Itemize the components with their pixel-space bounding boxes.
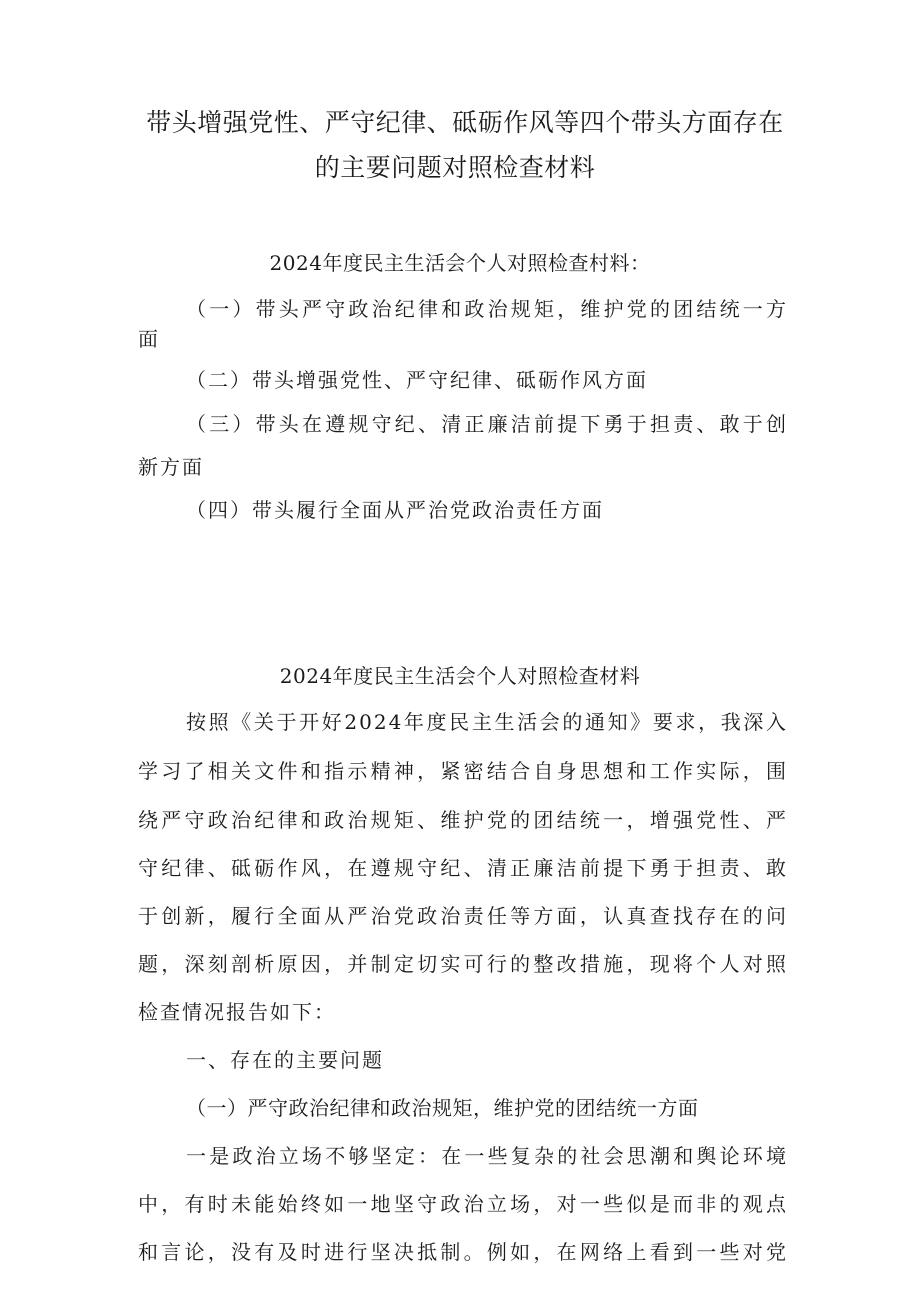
toc-heading: 2024年度民主生活会个人对照检查村料： bbox=[269, 251, 651, 275]
document-title-line-2: 的主要问题对照检查材料 bbox=[314, 153, 596, 182]
toc-item-2: （二）带头增强党性、严守纪律、砥砺作风方面 bbox=[186, 368, 648, 392]
toc-item-1-line-1: （一）带头严守政治纪律和政治规矩，维护党的团结统一方 bbox=[186, 297, 788, 321]
body-line-2: 中，有时未能始终如一地坚守政治立场，对一些似是而非的观点 bbox=[138, 1192, 788, 1216]
intro-line-6: 题，深刻剖析原因，并制定切实可行的整改措施，现将个人对照 bbox=[138, 952, 788, 976]
intro-line-1: 按照《关于开好2024年度民主生活会的通知》要求，我深入 bbox=[186, 710, 788, 734]
intro-line-3: 绕严守政治纪律和政治规矩、维护党的团结统一，增强党性、严 bbox=[138, 808, 788, 832]
intro-line-7: 检查情况报告如下： bbox=[138, 1000, 336, 1024]
section-heading: 2024年度民主生活会个人对照检查材料 bbox=[279, 664, 641, 688]
toc-item-1-line-2: 面 bbox=[138, 327, 160, 351]
toc-item-3-line-1: （三）带头在遵规守纪、清正廉洁前提下勇于担责、敢于创 bbox=[186, 412, 788, 436]
document-title-line-1: 带头增强党性、严守纪律、砥砺作风等四个带头方面存在 bbox=[146, 108, 784, 137]
sub-heading: （一）严守政治纪律和政治规矩，维护党的团结统一方面 bbox=[186, 1096, 699, 1120]
part-heading: 一、存在的主要问题 bbox=[186, 1048, 384, 1072]
toc-item-4: （四）带头履行全面从严治党政治责任方面 bbox=[186, 498, 604, 522]
intro-line-2: 学习了相关文件和指示精神，紧密结合自身思想和工作实际，围 bbox=[138, 759, 788, 783]
body-line-3: 和言论，没有及时进行坚决抵制。例如，在网络上看到一些对党 bbox=[138, 1240, 788, 1264]
intro-line-4: 守纪律、砥砺作风，在遵规守纪、清正廉洁前提下勇于担责、敢 bbox=[138, 856, 788, 880]
body-line-1: 一是政治立场不够坚定：在一些复杂的社会思潮和舆论环境 bbox=[186, 1144, 788, 1168]
toc-item-3-line-2: 新方面 bbox=[138, 455, 204, 479]
intro-line-5: 于创新，履行全面从严治党政治责任等方面，认真查找存在的问 bbox=[138, 904, 788, 928]
